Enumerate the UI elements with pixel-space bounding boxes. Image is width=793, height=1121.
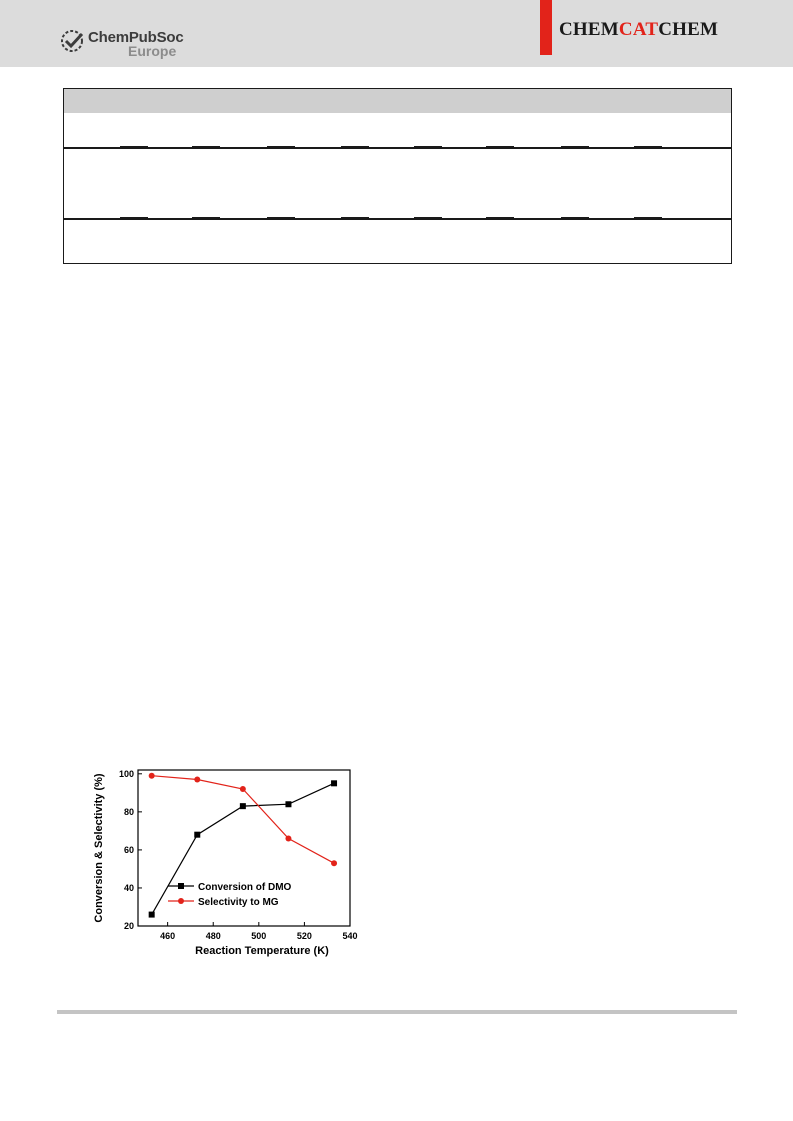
- table-rule: [267, 217, 295, 219]
- data-table: [63, 88, 732, 264]
- journal-title-part2: CAT: [618, 19, 659, 40]
- data-point-conversion: [194, 832, 200, 838]
- y-tick-label: 80: [123, 806, 134, 817]
- data-point-selectivity: [285, 835, 291, 841]
- table-rule: [634, 217, 662, 219]
- footer-rule: [57, 1010, 737, 1014]
- table-rule: [486, 146, 514, 148]
- publisher-logo: [60, 26, 200, 60]
- y-tick-label: 20: [123, 921, 134, 931]
- table-header-row: [64, 89, 731, 113]
- data-point-selectivity: [240, 786, 246, 792]
- legend-label-selectivity: Selectivity to MG: [198, 897, 279, 908]
- data-point-conversion: [285, 801, 291, 807]
- table-rule: [192, 217, 220, 219]
- table-rule: [486, 217, 514, 219]
- x-tick-label: 480: [205, 931, 221, 941]
- x-tick-label: 460: [160, 931, 176, 941]
- journal-title-part1: CHEM: [559, 19, 619, 40]
- legend-marker-selectivity: [178, 898, 184, 904]
- table-rule: [634, 146, 662, 148]
- data-point-selectivity: [149, 773, 155, 779]
- table-rule: [64, 218, 731, 220]
- table-rule: [561, 217, 589, 219]
- table-rule: [341, 217, 369, 219]
- table-rule: [341, 146, 369, 148]
- publisher-name: ChemPubSoc: [88, 29, 184, 46]
- table-rule: [267, 146, 295, 148]
- table-rule: [64, 147, 731, 149]
- y-tick-label: 100: [118, 768, 134, 779]
- table-rule: [120, 217, 148, 219]
- data-point-conversion: [331, 780, 337, 786]
- legend-label-conversion: Conversion of DMO: [198, 882, 292, 893]
- table-rule: [561, 146, 589, 148]
- legend-marker-conversion: [178, 883, 184, 889]
- x-tick-label: 500: [251, 931, 267, 941]
- chart-legend: [168, 882, 292, 908]
- table-rule: [414, 146, 442, 148]
- y-tick-label: 60: [123, 844, 134, 855]
- table-rule: [414, 217, 442, 219]
- journal-title: [559, 19, 718, 41]
- x-tick-label: 520: [296, 931, 312, 941]
- data-point-selectivity: [194, 777, 200, 783]
- page-header: [0, 0, 793, 67]
- figure-conversion-selectivity: [88, 758, 360, 958]
- journal-title-part3: CHEM: [658, 19, 719, 40]
- publisher-region: Europe: [128, 43, 177, 59]
- x-axis-label: Reaction Temperature (K): [195, 945, 329, 957]
- table-rule: [120, 146, 148, 148]
- data-point-conversion: [240, 803, 246, 809]
- journal-accent-bar: [540, 0, 552, 55]
- chart-svg: [88, 758, 360, 958]
- y-tick-label: 40: [123, 882, 134, 893]
- x-tick-label: 540: [342, 931, 358, 941]
- table-rule: [192, 146, 220, 148]
- y-axis-label: Conversion & Selectivity (%): [93, 773, 105, 923]
- data-point-conversion: [149, 912, 155, 918]
- data-point-selectivity: [331, 860, 337, 866]
- chempubsoc-logo-icon: [60, 28, 86, 54]
